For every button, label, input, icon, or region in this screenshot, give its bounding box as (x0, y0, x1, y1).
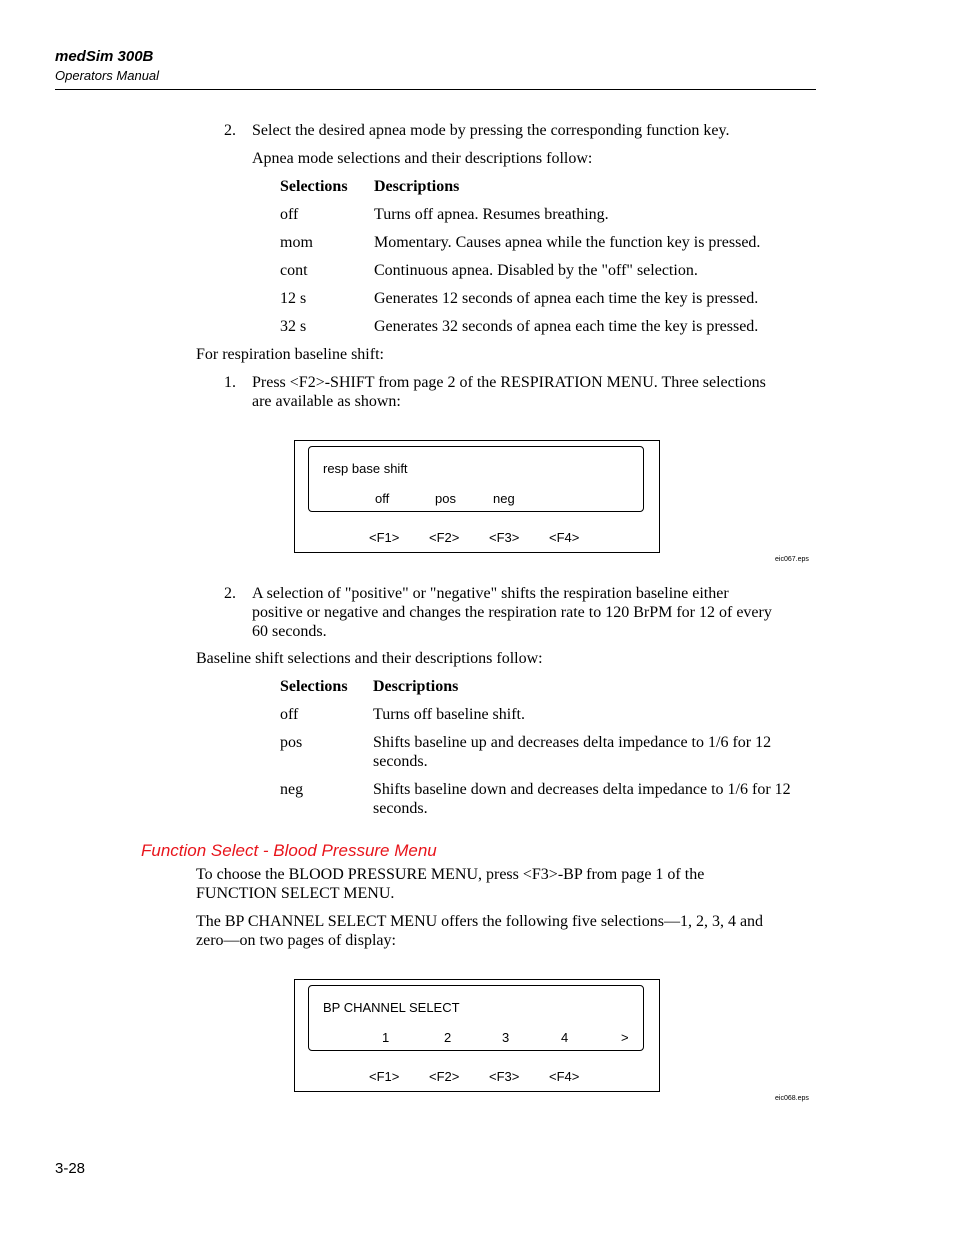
apnea-row-description: Generates 32 seconds of apnea each time the key is pressed. (374, 318, 759, 335)
baseline-selection-intro: Baseline shift selections and their descriptions follow: (196, 650, 543, 667)
baseline-col-selections: Selections (280, 678, 348, 695)
apnea-row-selection: mom (280, 234, 313, 251)
apnea-intro: Apnea mode selections and their descriptions follow: (252, 150, 593, 167)
baseline-step1-number: 1. (224, 374, 236, 391)
lcd-screen (308, 446, 644, 512)
baseline-intro: For respiration baseline shift: (196, 346, 384, 363)
apnea-step2-text: Select the desired apnea mode by pressing the corresponding function key. (252, 122, 730, 139)
function-key-f4: <F4> (549, 530, 580, 545)
baseline-row-description: Shifts baseline up and decreases delta impedance to 1/6 for 12 (373, 734, 772, 751)
bp-channel-display (294, 979, 660, 1092)
lcd-option-off: off (375, 491, 390, 506)
apnea-row-description: Generates 12 seconds of apnea each time the key is pressed. (374, 290, 759, 307)
baseline-row-selection: neg (280, 781, 304, 798)
baseline-row-selection: pos (280, 734, 303, 751)
lcd-next-page-arrow: > (621, 1030, 629, 1045)
baseline-row-description: seconds. (373, 800, 428, 817)
function-key-f2: <F2> (429, 530, 460, 545)
bp-para1: FUNCTION SELECT MENU. (196, 885, 395, 902)
page-number: 3-28 (55, 1160, 86, 1177)
lcd-option-3: 3 (502, 1030, 510, 1045)
baseline-col-descriptions: Descriptions (373, 678, 459, 695)
apnea-row-selection: cont (280, 262, 308, 279)
apnea-col-selections: Selections (280, 178, 348, 195)
apnea-step2-number: 2. (224, 122, 236, 139)
baseline-row-description: Turns off baseline shift. (373, 706, 525, 723)
manual-subtitle: Operators Manual (55, 68, 160, 83)
bp-para1: To choose the BLOOD PRESSURE MENU, press <F3>-BP from page 1 of the (196, 866, 705, 883)
function-key-f1: <F1> (369, 1069, 400, 1084)
apnea-row-selection: off (280, 206, 299, 223)
baseline-row-selection: off (280, 706, 299, 723)
baseline-step2-text: positive or negative and changes the respiration rate to 120 BrPM for 12 of every (252, 604, 772, 621)
apnea-row-selection: 12 s (280, 290, 307, 307)
baseline-row-description: Shifts baseline down and decreases delta impedance to 1/6 for 12 (373, 781, 791, 798)
lcd-option-4: 4 (561, 1030, 569, 1045)
baseline-step2-text: A selection of "positive" or "negative" shifts the respiration baseline either (252, 585, 729, 602)
header-rule (55, 89, 816, 90)
section-heading: Function Select - Blood Pressure Menu (141, 841, 437, 860)
apnea-row-description: Continuous apnea. Disabled by the "off" selection. (374, 262, 698, 279)
apnea-col-descriptions: Descriptions (374, 178, 460, 195)
lcd-option-neg: neg (493, 491, 515, 506)
apnea-row-selection: 32 s (280, 318, 307, 335)
apnea-row-description: Turns off apnea. Resumes breathing. (374, 206, 609, 223)
baseline-step2-text: 60 seconds. (252, 623, 327, 640)
figure-filename: eic067.eps (775, 556, 809, 563)
function-key-f2: <F2> (429, 1069, 460, 1084)
lcd-option-2: 2 (444, 1030, 452, 1045)
function-key-f1: <F1> (369, 530, 400, 545)
resp-shift-display (294, 440, 660, 553)
lcd-title: resp base shift (323, 461, 408, 476)
function-key-f4: <F4> (549, 1069, 580, 1084)
function-key-f3: <F3> (489, 530, 520, 545)
manual-title: medSim 300B (55, 48, 154, 65)
figure-filename: eic068.eps (775, 1095, 809, 1102)
baseline-row-description: seconds. (373, 753, 428, 770)
lcd-title: BP CHANNEL SELECT (323, 1000, 460, 1015)
baseline-step2-number: 2. (224, 585, 236, 602)
lcd-option-1: 1 (382, 1030, 390, 1045)
function-key-f3: <F3> (489, 1069, 520, 1084)
bp-para2: The BP CHANNEL SELECT MENU offers the following five selections—1, 2, 3, 4 and (196, 913, 764, 930)
lcd-screen (308, 985, 644, 1051)
lcd-option-pos: pos (435, 491, 456, 506)
baseline-step1-text: Press <F2>-SHIFT from page 2 of the RESPIRATION MENU. Three selections (252, 374, 766, 391)
apnea-row-description: Momentary. Causes apnea while the function key is pressed. (374, 234, 761, 251)
baseline-step1-text: are available as shown: (252, 393, 401, 410)
bp-para2: zero—on two pages of display: (196, 932, 396, 949)
